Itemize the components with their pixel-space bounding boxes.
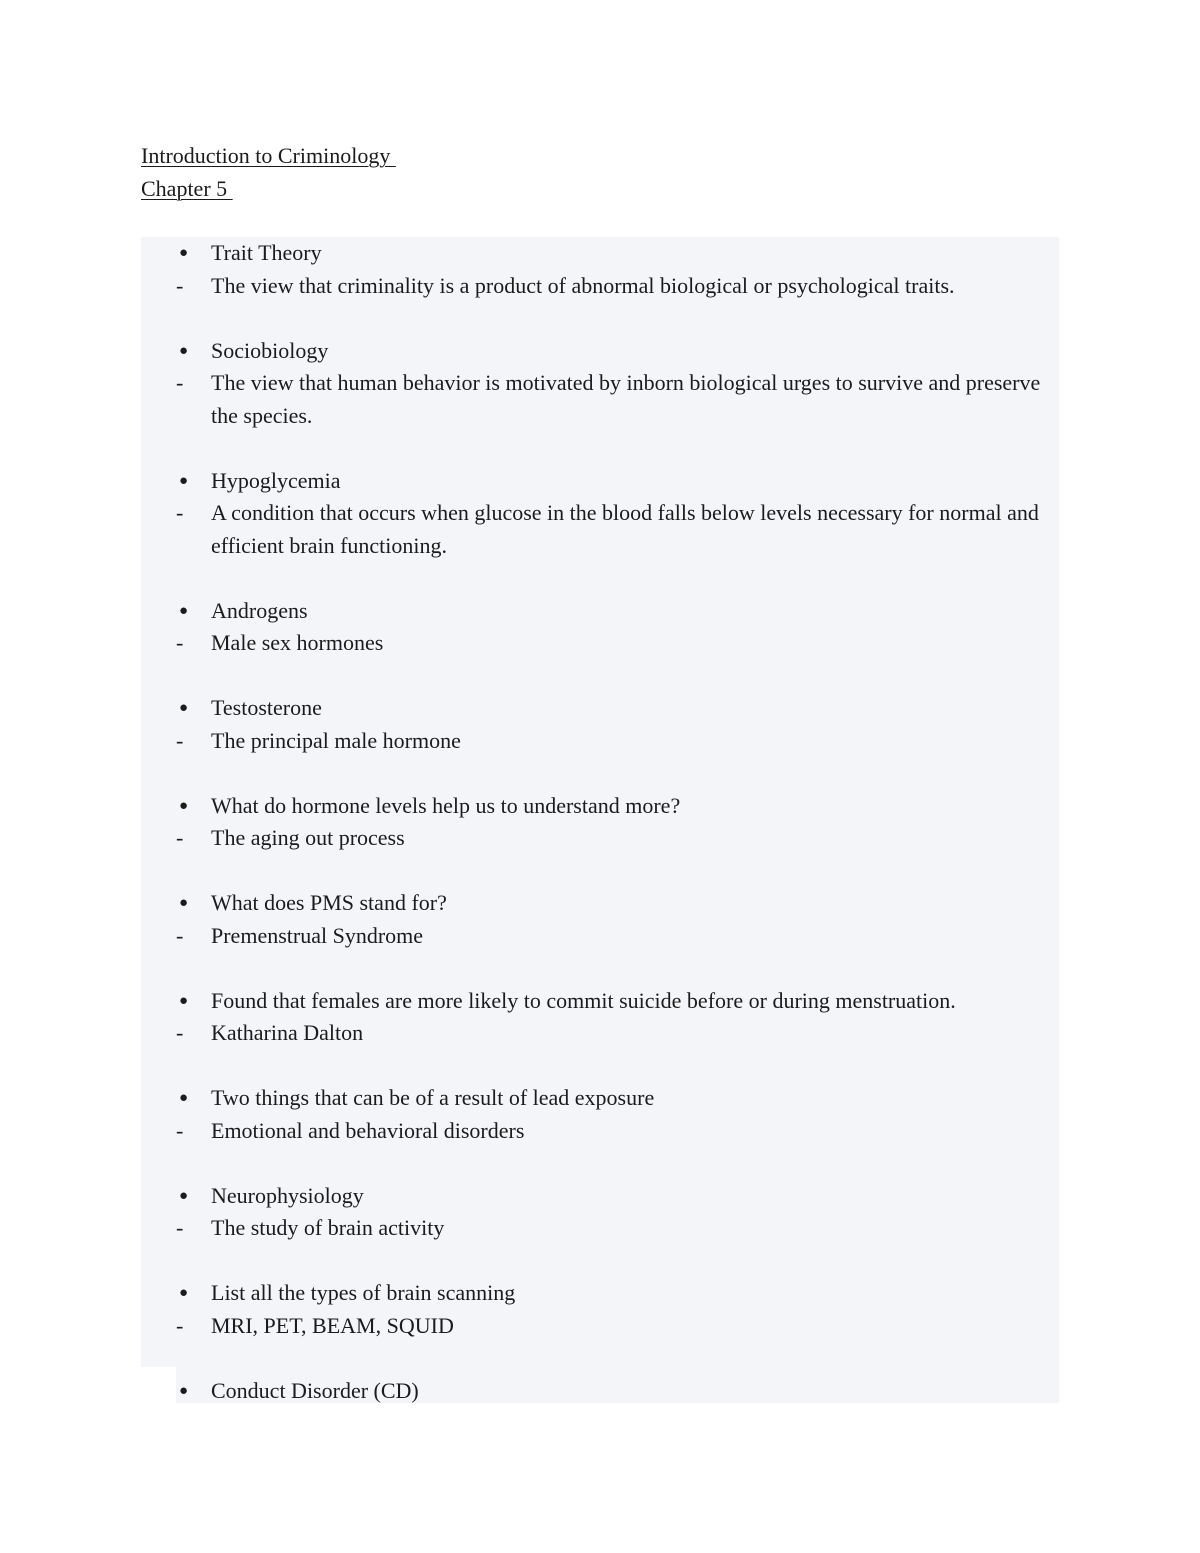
definition-text: MRI, PET, BEAM, SQUID — [211, 1312, 454, 1338]
list-item — [176, 692, 1059, 757]
dash-marker: - — [176, 1020, 184, 1045]
list-item — [176, 465, 1059, 563]
definition-line — [176, 920, 1059, 953]
spacer — [176, 855, 1059, 888]
definition-line — [176, 1310, 1059, 1343]
term-text: Neurophysiology — [211, 1182, 364, 1208]
dash-marker: - — [176, 825, 184, 850]
dash-marker: - — [176, 1215, 184, 1240]
bullet-icon: ● — [179, 342, 189, 359]
dash-marker: - — [176, 1312, 184, 1338]
dash-marker: - — [176, 922, 184, 948]
spacer — [176, 1342, 1059, 1375]
list-item — [176, 1375, 1059, 1408]
document-header — [141, 140, 396, 205]
spacer — [176, 1147, 1059, 1180]
dash-marker: - — [176, 727, 184, 753]
bullet-icon: ● — [179, 602, 189, 619]
term-text: Two things that can be of a result of lead exposure — [211, 1085, 655, 1110]
term-text: What do hormone levels help us to understand more? — [211, 792, 681, 818]
dash-marker: - — [176, 370, 184, 395]
definition-line — [176, 1017, 1059, 1050]
dash-marker: - — [176, 500, 184, 525]
term-text: Sociobiology — [211, 337, 329, 363]
spacer — [176, 660, 1059, 693]
definition-text: A condition that occurs when glucose in the blood falls below levels necessary for normal and efficient brain functioning. — [211, 500, 1039, 558]
dash-marker: - — [176, 1117, 184, 1143]
list-item — [176, 1082, 1059, 1147]
highlight-region-left-extension — [141, 237, 177, 1367]
term-line — [176, 595, 1059, 628]
bullet-icon: ● — [179, 472, 189, 489]
spacer — [176, 1245, 1059, 1278]
definition-text: Katharina Dalton — [211, 1020, 364, 1045]
spacer — [176, 562, 1059, 595]
term-line — [176, 692, 1059, 725]
term-text: Hypoglycemia — [211, 467, 341, 493]
term-text: Testosterone — [211, 695, 322, 720]
definition-text: Emotional and behavioral disorders — [211, 1117, 525, 1143]
term-text: List all the types of brain scanning — [211, 1280, 516, 1305]
dash-marker: - — [176, 630, 184, 655]
definition-line — [176, 725, 1059, 758]
definition-line — [176, 367, 1059, 432]
term-line — [176, 335, 1059, 368]
term-line — [176, 790, 1059, 823]
definition-line — [176, 497, 1059, 562]
bullet-icon: ● — [179, 992, 189, 1009]
bullet-icon: ● — [179, 1187, 189, 1204]
spacer — [176, 1050, 1059, 1083]
definition-line — [176, 270, 1059, 303]
bullet-icon: ● — [179, 797, 189, 814]
term-line — [176, 1082, 1059, 1115]
chapter-label: Chapter 5 — [141, 175, 233, 201]
term-text: What does PMS stand for? — [211, 890, 447, 915]
list-item — [176, 887, 1059, 952]
list-item — [176, 595, 1059, 660]
list-item — [176, 1180, 1059, 1245]
term-line — [176, 1277, 1059, 1310]
list-item — [176, 790, 1059, 855]
bullet-icon: ● — [179, 700, 189, 716]
spacer — [176, 952, 1059, 985]
spacer — [176, 757, 1059, 790]
term-text: Androgens — [211, 597, 308, 623]
definition-line — [176, 1115, 1059, 1148]
definition-text: The view that criminality is a product of abnormal biological or psychological traits. — [211, 272, 955, 298]
definition-line — [176, 1212, 1059, 1245]
list-item — [176, 335, 1059, 433]
bullet-icon: ● — [179, 245, 189, 261]
definition-text: Male sex hormones — [211, 630, 384, 655]
term-text: Trait Theory — [211, 240, 322, 265]
term-list — [176, 237, 1059, 1407]
dash-marker: - — [176, 272, 184, 298]
list-item — [176, 1277, 1059, 1342]
term-line — [176, 1375, 1059, 1408]
spacer — [176, 302, 1059, 335]
definition-text: The study of brain activity — [211, 1215, 445, 1240]
term-line — [176, 985, 1059, 1018]
definition-text: The view that human behavior is motivated by inborn biological urges to survive and preserve the species. — [211, 370, 1041, 428]
term-line — [176, 237, 1059, 270]
definition-text: The principal male hormone — [211, 727, 461, 753]
bullet-icon: ● — [179, 1382, 189, 1399]
list-item — [176, 985, 1059, 1050]
definition-line — [176, 627, 1059, 660]
spacer — [176, 432, 1059, 465]
term-text: Found that females are more likely to commit suicide before or during menstruation. — [211, 987, 956, 1013]
bullet-icon: ● — [179, 895, 189, 911]
term-line — [176, 887, 1059, 920]
term-line — [176, 1180, 1059, 1213]
term-text: Conduct Disorder (CD) — [211, 1377, 419, 1403]
definition-text: Premenstrual Syndrome — [211, 922, 424, 948]
bullet-icon: ● — [179, 1285, 189, 1301]
bullet-icon: ● — [179, 1090, 189, 1106]
document-title: Introduction to Criminology — [141, 143, 396, 168]
term-line — [176, 465, 1059, 498]
definition-text: The aging out process — [211, 825, 405, 850]
definition-line — [176, 822, 1059, 855]
list-item — [176, 237, 1059, 302]
